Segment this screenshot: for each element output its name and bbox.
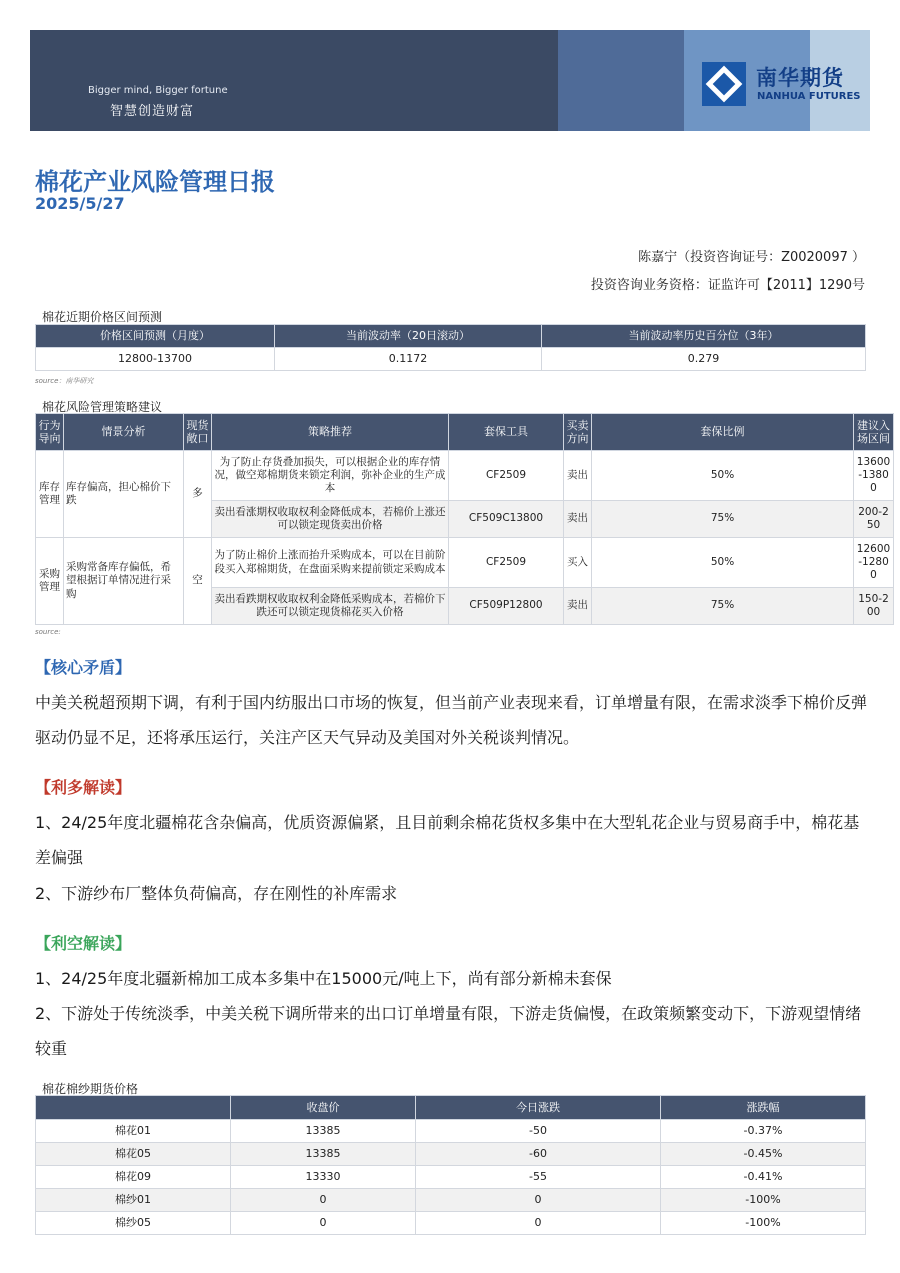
close-cell: 13385	[231, 1143, 416, 1166]
report-title: 棉花产业风险管理日报	[35, 168, 275, 196]
change-cell: -60	[416, 1143, 661, 1166]
tool-cell: CF2509	[449, 451, 564, 501]
contract-cell: 棉花09	[36, 1166, 231, 1189]
strategy-cell: 为了防止存货叠加损失，可以根据企业的库存情况，做空郑棉期货来锁定利润，弥补企业的生产成本	[212, 451, 449, 501]
change-cell: 0	[416, 1212, 661, 1235]
close-cell: 13330	[231, 1166, 416, 1189]
change-cell: -50	[416, 1120, 661, 1143]
pct-cell: -0.45%	[661, 1143, 866, 1166]
column-header: 今日涨跌	[416, 1096, 661, 1120]
close-cell: 0	[231, 1189, 416, 1212]
behavior-cell: 采购管理	[36, 538, 64, 625]
bullish-point-1: 1、24/25年度北疆棉花含杂偏高，优质资源偏紧，且目前剩余棉花货权多集中在大型轧花企业与贸易商手中，棉花基差偏强	[35, 813, 860, 867]
contract-cell: 棉花05	[36, 1143, 231, 1166]
table-cell: 12800-13700	[36, 348, 275, 371]
table-row	[36, 1120, 866, 1143]
strategy-caption: 棉花风险管理策略建议	[42, 400, 163, 414]
column-header: 建议入场区间	[854, 414, 894, 451]
core-heading: 【核心矛盾】	[35, 658, 132, 677]
bullish-heading: 【利多解读】	[35, 778, 132, 797]
table-row	[36, 1143, 866, 1166]
table-row	[36, 451, 894, 501]
source-note: source:	[35, 628, 61, 636]
column-header: 当前波动率历史百分位（3年）	[542, 325, 866, 348]
bearish-heading: 【利空解读】	[35, 934, 132, 953]
source-note: source：南华研究	[35, 377, 94, 385]
tool-cell: CF2509	[449, 538, 564, 588]
contract-cell: 棉花01	[36, 1120, 231, 1143]
table-cell: 0.279	[542, 348, 866, 371]
author-info: 陈嘉宁（投资咨询证号：Z0020097 ）	[638, 250, 865, 265]
table-row	[36, 348, 866, 371]
direction-cell: 卖出	[564, 451, 592, 501]
scenario-cell: 采购常备库存偏低，希望根据订单情况进行采购	[64, 538, 184, 625]
logo-mark-icon	[702, 62, 746, 106]
strategy-cell: 卖出看跌期权收取权利金降低采购成本，若棉价下跌还可以锁定现货棉花买入价格	[212, 588, 449, 625]
ratio-cell: 75%	[592, 588, 854, 625]
range-cell: 200-250	[854, 501, 894, 538]
column-header: 套保比例	[592, 414, 854, 451]
license-info: 投资咨询业务资格：证监许可【2011】1290号	[590, 278, 865, 293]
ratio-cell: 50%	[592, 451, 854, 501]
scenario-cell: 库存偏高，担心棉价下跌	[64, 451, 184, 538]
ratio-cell: 50%	[592, 538, 854, 588]
table-cell: 0.1172	[275, 348, 542, 371]
price-range-caption: 棉花近期价格区间预测	[42, 310, 163, 324]
header-banner	[30, 30, 870, 131]
company-logo	[702, 60, 862, 110]
ratio-cell: 75%	[592, 501, 854, 538]
logo-text-cn: 南华期货	[756, 66, 844, 90]
strategy-cell: 卖出看涨期权收取权利金降低成本，若棉价上涨还可以锁定现货卖出价格	[212, 501, 449, 538]
pct-cell: -100%	[661, 1212, 866, 1235]
slogan-cn: 智慧创造财富	[110, 104, 195, 119]
column-header: 收盘价	[231, 1096, 416, 1120]
futures-caption: 棉花棉纱期货价格	[42, 1082, 139, 1096]
price-range-table	[35, 324, 866, 371]
change-cell: 0	[416, 1189, 661, 1212]
direction-cell: 卖出	[564, 501, 592, 538]
exposure-cell: 多	[184, 451, 212, 538]
column-header: 行为导向	[36, 414, 64, 451]
bearish-point-2: 2、下游处于传统淡季，中美关税下调所带来的出口订单增量有限，下游走货偏慢，在政策频繁变动下，下游观望情绪较重	[35, 1004, 862, 1058]
column-header: 现货敞口	[184, 414, 212, 451]
table-row	[36, 1189, 866, 1212]
strategy-table	[35, 413, 894, 625]
behavior-cell: 库存管理	[36, 451, 64, 538]
column-header: 情景分析	[64, 414, 184, 451]
tool-cell: CF509C13800	[449, 501, 564, 538]
column-header: 涨跌幅	[661, 1096, 866, 1120]
column-header: 当前波动率（20日滚动）	[275, 325, 542, 348]
pct-cell: -0.41%	[661, 1166, 866, 1189]
change-cell: -55	[416, 1166, 661, 1189]
tool-cell: CF509P12800	[449, 588, 564, 625]
column-header: 买卖方向	[564, 414, 592, 451]
close-cell: 0	[231, 1212, 416, 1235]
column-header: 价格区间预测（月度）	[36, 325, 275, 348]
table-row	[36, 538, 894, 588]
banner-stripe	[558, 30, 684, 131]
bearish-point-1: 1、24/25年度北疆新棉加工成本多集中在15000元/吨上下，尚有部分新棉未套保	[35, 969, 612, 988]
pct-cell: -0.37%	[661, 1120, 866, 1143]
contract-cell: 棉纱05	[36, 1212, 231, 1235]
logo-text-en: NANHUA FUTURES	[757, 91, 861, 102]
column-header	[36, 1096, 231, 1120]
pct-cell: -100%	[661, 1189, 866, 1212]
range-cell: 150-200	[854, 588, 894, 625]
range-cell: 12600-12800	[854, 538, 894, 588]
futures-price-table	[35, 1095, 866, 1235]
slogan-en: Bigger mind, Bigger fortune	[88, 85, 228, 96]
table-row	[36, 1212, 866, 1235]
table-row	[36, 1166, 866, 1189]
range-cell: 13600-13800	[854, 451, 894, 501]
direction-cell: 买入	[564, 538, 592, 588]
bullish-point-2: 2、下游纱布厂整体负荷偏高，存在刚性的补库需求	[35, 884, 398, 903]
core-paragraph: 中美关税超预期下调，有利于国内纺服出口市场的恢复，但当前产业表现来看，订单增量有限，在需求淡季下棉价反弹驱动仍显不足，还将承压运行，关注产区天气异动及美国对外关税谈判情况。	[35, 693, 868, 747]
close-cell: 13385	[231, 1120, 416, 1143]
strategy-cell: 为了防止棉价上涨而抬升采购成本，可以在目前阶段买入郑棉期货，在盘面采购来提前锁定采购成本	[212, 538, 449, 588]
exposure-cell: 空	[184, 538, 212, 625]
direction-cell: 卖出	[564, 588, 592, 625]
column-header: 策略推荐	[212, 414, 449, 451]
report-date: 2025/5/27	[35, 194, 125, 213]
contract-cell: 棉纱01	[36, 1189, 231, 1212]
column-header: 套保工具	[449, 414, 564, 451]
